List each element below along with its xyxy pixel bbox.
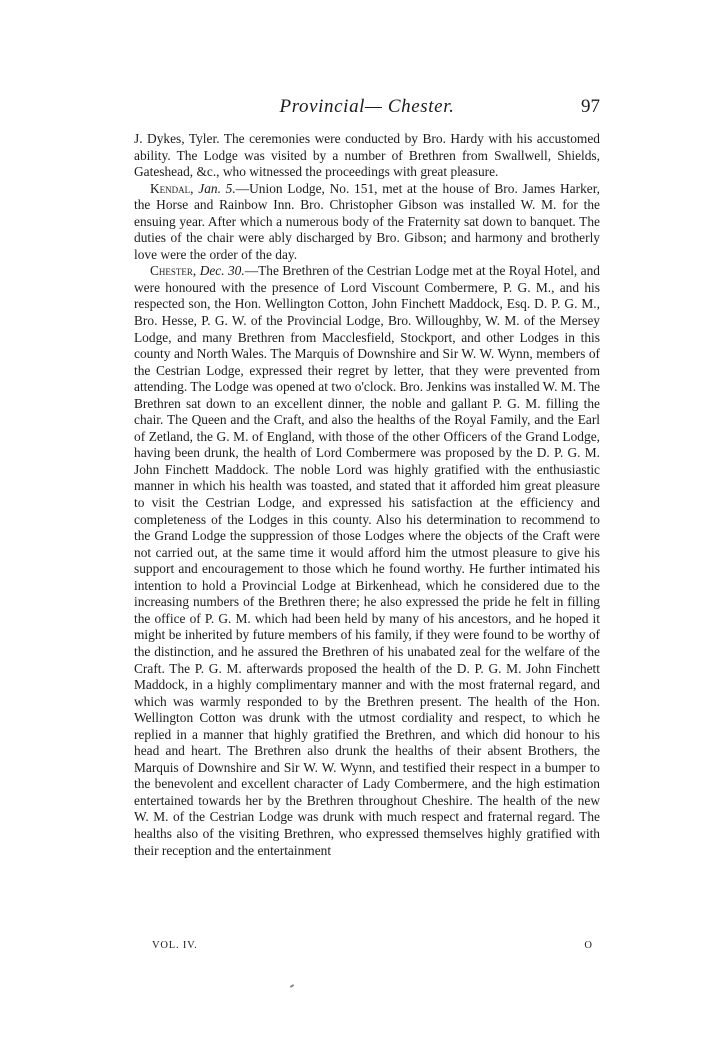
paragraph-text: J. Dykes, Tyler. The ceremonies were conducted by Bro. Hardy with his accustomed ability. The Lodge was visited by a number of Brethren from Swallwell, Shields, Gateshead, &c., who witnessed the proceedings with great pleasure. [134,131,600,180]
paragraph-kendal [134,181,600,264]
body-text [134,131,600,859]
gathering-mark: O [584,940,592,951]
paragraph-continuation [134,131,600,181]
running-title: Provincial— Chester. [279,96,455,117]
paragraph-text: —The Brethren of the Cestrian Lodge met at the Royal Hotel, and were honoured with the presence of Lord Viscount Combermere, P. G. M., and his respected son, the Hon. Wellington Cotton, John Finchett Maddock, Esq. D. P. G. M., Bro. Hesse, P. G. W. of the Provincial Lodge, Bro. Willoughby, W. M. of the Mersey Lodge, and many Brethren from Macclesfield, Stockport, and other Lodges in this county and North Wales. The Marquis of Downshire and Sir W. W. Wynn, members of the Cestrian Lodge, expressed their regret by letter, that they were prevented from attending. The Lodge was opened at two o'clock. Bro. Jenkins was installed W. M. The Brethren sat down to an excellent dinner, the noble and gallant P. G. M. filling the chair. The Queen and the Craft, and also the healths of the Royal Family, and the Earl of Zetland, the G. M. of England, with those of the other Officers of the Grand Lodge, having been drunk, the health of Lord Combermere was proposed by the D. P. G. M. John Finchett Maddock. The noble Lord was highly gratified with the enthusiastic manner in which his health was toasted, and stated that it afforded him great pleasure to visit the Cestrian Lodge, and expressed his satisfaction at the efficiency and completeness of the Lodges in this county. Also his determination to recommend to the Grand Lodge the suppression of those Lodges where the objects of the Craft were not carried out, at the same time it would afford him the utmost pleasure to give his support and encouragement to those which he found worthy. He further intimated his intention to hold a Provincial Lodge at Birkenhead, which he considered due to the increasing numbers of the Brethren there; he also expressed the pride he felt in filling the office of P. G. M. which had been held by many of his ancestors, and he hoped it might be inherited by future members of his family, if they were found to be worthy of the distinction, and he assured the Brethren of his unabated zeal for the welfare of the Craft. The P. G. M. afterwards proposed the health of the D. P. G. M. John Finchett Maddock, in a highly complimentary manner and with the most fraternal regard, and which was warmly responded to by the Brethren present. The health of the Hon. Wellington Cotton was drunk with the utmost cordiality and respect, to which he replied in a manner that highly gratified the Brethren, and which did honour to his head and heart. The Brethren also drunk the healths of their absent Brothers, the Marquis of Downshire and Sir W. W. Wynn, and testified their respect in a bumper to the benevolent and excellent character of Lady Combermere, and the high estimation entertained towards her by the Brethren throughout Cheshire. The health of the new W. M. of the Cestrian Lodge was drunk with much respect and fraternal regard. The healths also of the visiting Brethren, who expressed themselves highly gratified with their reception and the entertainment [134,263,600,858]
paper-speck [290,984,294,988]
place-lead: Kendal, [150,180,194,196]
volume-signature: VOL. IV. [152,940,198,951]
date-lead: Dec. 30. [199,263,245,279]
paragraph-chester [134,263,600,859]
running-head [134,96,600,126]
page-footer [152,940,592,958]
date-lead: Jan. 5. [198,180,236,196]
place-lead: Chester, [150,263,197,279]
paragraph-text: —Union Lodge, No. 151, met at the house of Bro. James Harker, the Horse and Rainbow Inn. Bro. Christopher Gibson was installed W. M. for the ensuing year. After which a numerous body of the Fraternity sat down to banquet. The duties of the chair were ably discharged by Bro. Gibson; and harmony and brotherly love were the order of the day. [134,180,600,262]
page-number: 97 [581,96,600,117]
